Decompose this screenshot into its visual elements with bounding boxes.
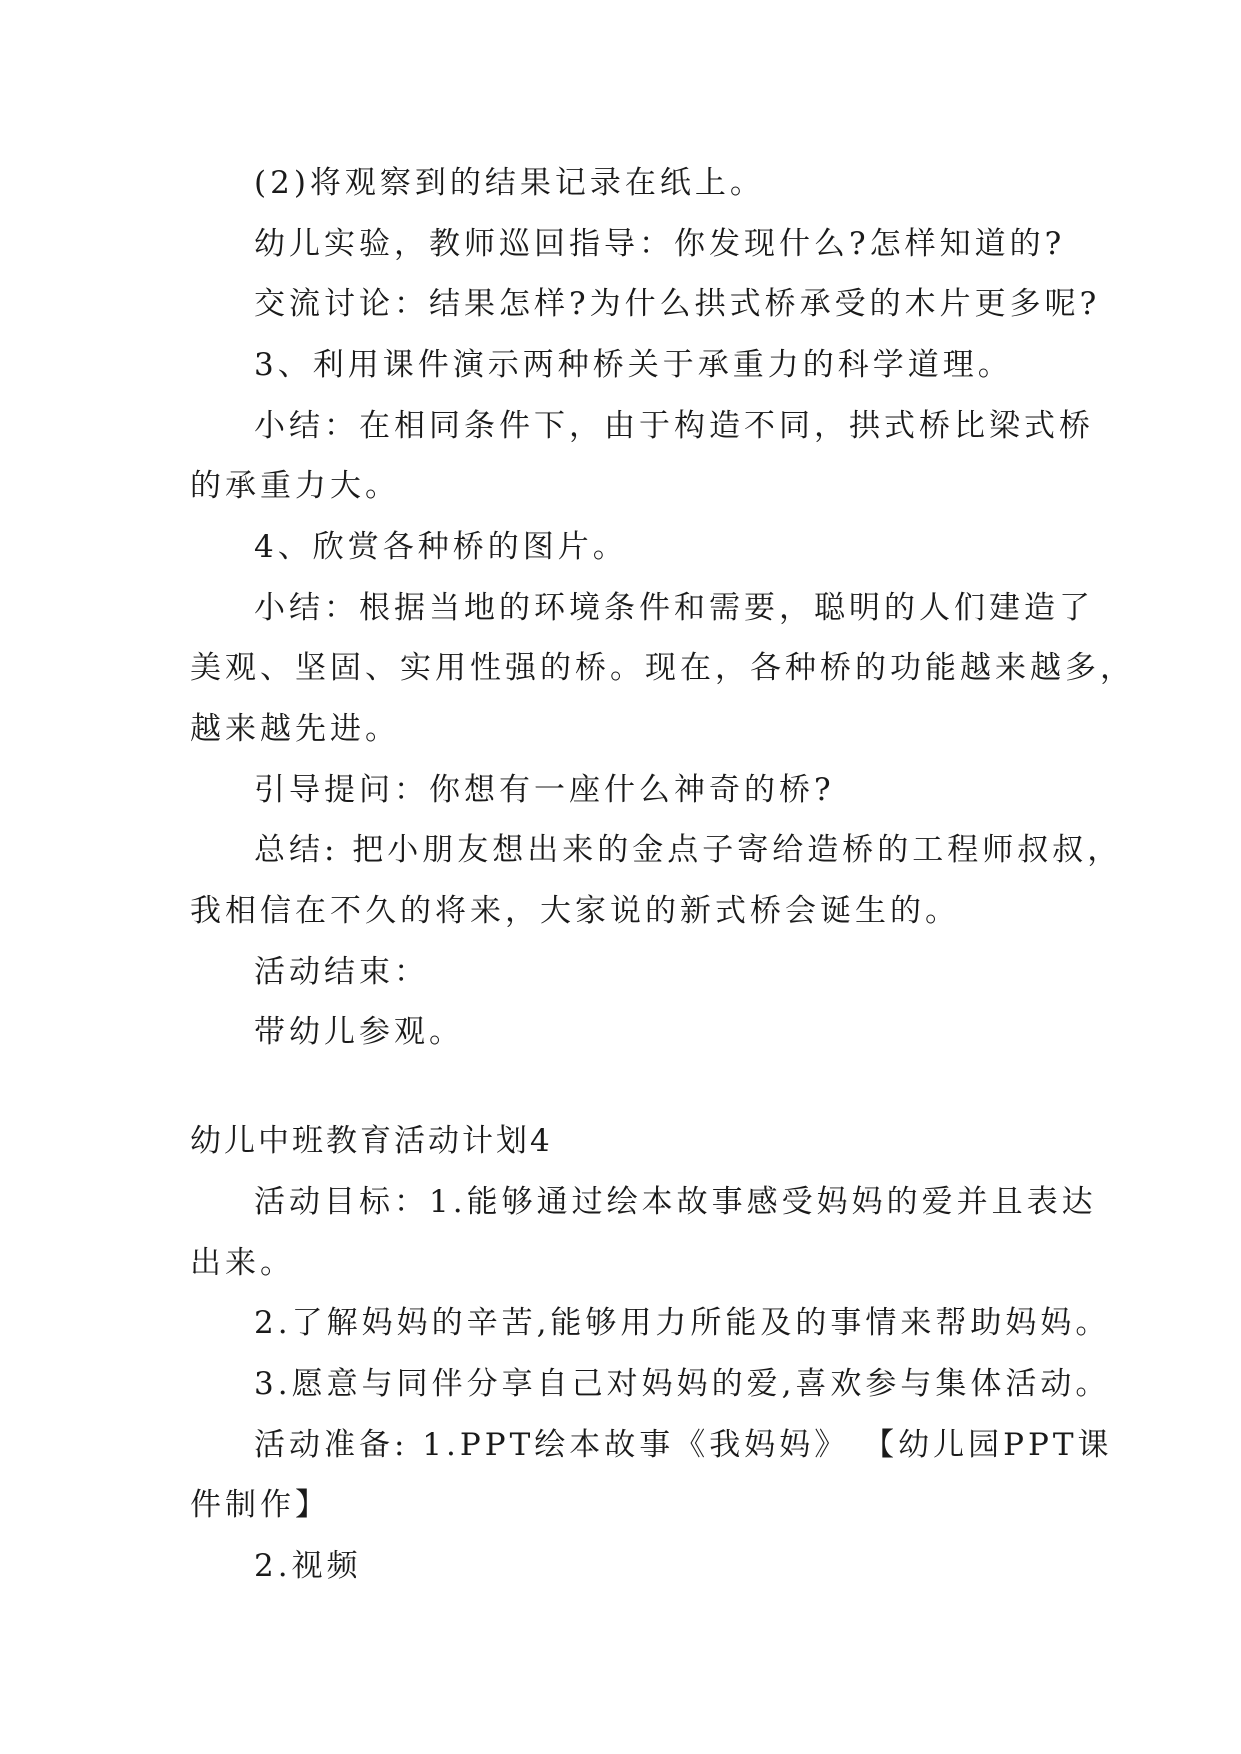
paragraph-line: 越来越先进。 xyxy=(190,711,400,747)
paragraph-line: 活动准备: 1.PPT绘本故事《我妈妈》 【幼儿园PPT课 xyxy=(254,1427,1113,1463)
paragraph-line: 总结: 把小朋友想出来的金点子寄给造桥的工程师叔叔， xyxy=(254,832,1123,868)
section-heading: 幼儿中班教育活动计划4 xyxy=(190,1123,553,1159)
paragraph-line: 幼儿实验，教师巡回指导：你发现什么?怎样知道的? xyxy=(254,226,1066,262)
paragraph-line: (2)将观察到的结果记录在纸上。 xyxy=(254,165,765,201)
paragraph-line: 小结：根据当地的环境条件和需要，聪明的人们建造了 xyxy=(254,590,1094,626)
paragraph-line: 2.了解妈妈的辛苦,能够用力所能及的事情来帮助妈妈。 xyxy=(254,1305,1111,1341)
paragraph-line: 交流讨论：结果怎样?为什么拱式桥承受的木片更多呢? xyxy=(254,286,1101,322)
paragraph-line: 的承重力大。 xyxy=(190,468,400,504)
paragraph-line: 美观、坚固、实用性强的桥。现在，各种桥的功能越来越多， xyxy=(190,650,1135,686)
paragraph-line: 3.愿意与同伴分享自己对妈妈的爱,喜欢参与集体活动。 xyxy=(254,1366,1111,1402)
paragraph-line: 出来。 xyxy=(190,1245,295,1281)
paragraph-line: 活动目标：1.能够通过绘本故事感受妈妈的爱并且表达 xyxy=(254,1184,1097,1220)
paragraph-line: 4、欣赏各种桥的图片。 xyxy=(254,529,628,565)
paragraph-line: 引导提问：你想有一座什么神奇的桥? xyxy=(254,772,835,808)
paragraph-line: 带幼儿参观。 xyxy=(254,1014,464,1050)
paragraph-line: 小结：在相同条件下，由于构造不同，拱式桥比梁式桥 xyxy=(254,408,1094,444)
paragraph-line: 件制作】 xyxy=(190,1487,330,1523)
paragraph-line: 3、利用课件演示两种桥关于承重力的科学道理。 xyxy=(254,347,1013,383)
paragraph-line: 活动结束： xyxy=(254,954,429,990)
paragraph-line: 2.视频 xyxy=(254,1548,362,1584)
paragraph-line: 我相信在不久的将来，大家说的新式桥会诞生的。 xyxy=(190,893,960,929)
